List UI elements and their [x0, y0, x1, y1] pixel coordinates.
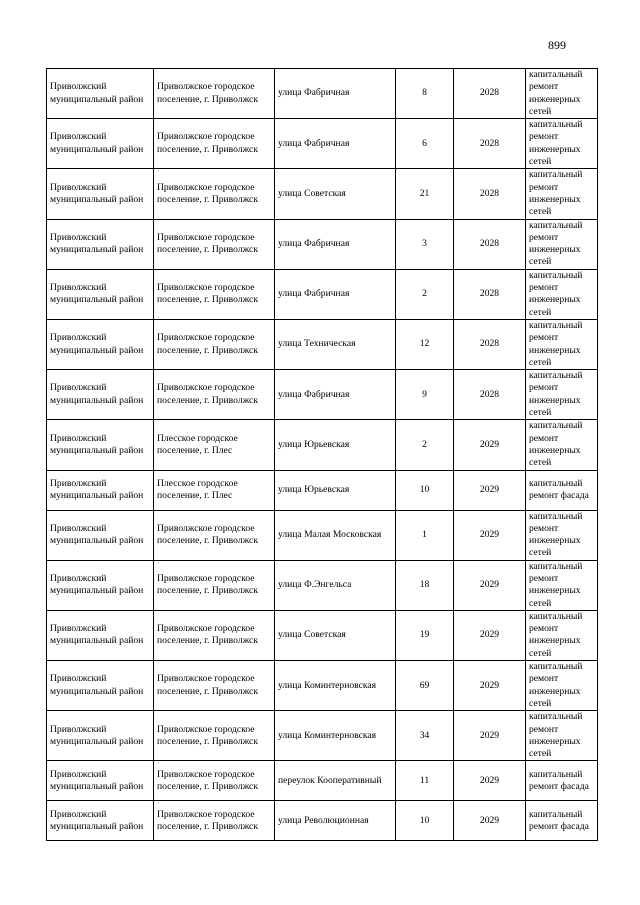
street-cell: улица Коминтерновская [275, 711, 396, 761]
year-cell: 2029 [454, 711, 526, 761]
district-cell: Приволжский муниципальный район [47, 801, 154, 841]
table-row [47, 420, 598, 470]
settlement-cell: Плесское городское поселение, г. Плес [154, 470, 275, 510]
street-cell: улица Фабричная [275, 269, 396, 319]
street-cell: улица Юрьевская [275, 470, 396, 510]
work-type-cell: капитальный ремонт инженерных сетей [526, 560, 598, 610]
table-row [47, 119, 598, 169]
work-type-cell: капитальный ремонт фасада [526, 470, 598, 510]
year-cell: 2029 [454, 801, 526, 841]
settlement-cell: Приволжское городское поселение, г. Приволжск [154, 169, 275, 219]
house-number-cell: 10 [396, 470, 454, 510]
work-type-cell: капитальный ремонт инженерных сетей [526, 69, 598, 119]
street-cell: переулок Кооперативный [275, 761, 396, 801]
year-cell: 2029 [454, 761, 526, 801]
settlement-cell: Приволжское городское поселение, г. Приволжск [154, 761, 275, 801]
district-cell: Приволжский муниципальный район [47, 219, 154, 269]
district-cell: Приволжский муниципальный район [47, 269, 154, 319]
house-number-cell: 21 [396, 169, 454, 219]
year-cell: 2029 [454, 610, 526, 660]
street-cell: улица Юрьевская [275, 420, 396, 470]
district-cell: Приволжский муниципальный район [47, 661, 154, 711]
year-cell: 2028 [454, 319, 526, 369]
table-row [47, 711, 598, 761]
house-number-cell: 12 [396, 319, 454, 369]
street-cell: улица Фабричная [275, 370, 396, 420]
work-type-cell: капитальный ремонт фасада [526, 761, 598, 801]
district-cell: Приволжский муниципальный район [47, 610, 154, 660]
table-row [47, 370, 598, 420]
housing-repair-table [46, 68, 598, 841]
street-cell: улица Ф.Энгельса [275, 560, 396, 610]
table-row [47, 269, 598, 319]
work-type-cell: капитальный ремонт инженерных сетей [526, 711, 598, 761]
street-cell: улица Малая Московская [275, 510, 396, 560]
district-cell: Приволжский муниципальный район [47, 711, 154, 761]
work-type-cell: капитальный ремонт инженерных сетей [526, 219, 598, 269]
year-cell: 2028 [454, 269, 526, 319]
work-type-cell: капитальный ремонт инженерных сетей [526, 661, 598, 711]
settlement-cell: Приволжское городское поселение, г. Приволжск [154, 711, 275, 761]
district-cell: Приволжский муниципальный район [47, 510, 154, 560]
settlement-cell: Плесское городское поселение, г. Плес [154, 420, 275, 470]
year-cell: 2029 [454, 420, 526, 470]
table-row [47, 560, 598, 610]
year-cell: 2028 [454, 169, 526, 219]
settlement-cell: Приволжское городское поселение, г. Приволжск [154, 610, 275, 660]
year-cell: 2028 [454, 69, 526, 119]
district-cell: Приволжский муниципальный район [47, 470, 154, 510]
year-cell: 2029 [454, 661, 526, 711]
table-row [47, 69, 598, 119]
district-cell: Приволжский муниципальный район [47, 420, 154, 470]
work-type-cell: капитальный ремонт инженерных сетей [526, 370, 598, 420]
year-cell: 2029 [454, 510, 526, 560]
street-cell: улица Революционная [275, 801, 396, 841]
district-cell: Приволжский муниципальный район [47, 119, 154, 169]
house-number-cell: 9 [396, 370, 454, 420]
year-cell: 2028 [454, 370, 526, 420]
table-row [47, 801, 598, 841]
house-number-cell: 19 [396, 610, 454, 660]
street-cell: улица Советская [275, 169, 396, 219]
settlement-cell: Приволжское городское поселение, г. Приволжск [154, 119, 275, 169]
district-cell: Приволжский муниципальный район [47, 761, 154, 801]
district-cell: Приволжский муниципальный район [47, 69, 154, 119]
street-cell: улица Фабричная [275, 119, 396, 169]
year-cell: 2029 [454, 560, 526, 610]
house-number-cell: 69 [396, 661, 454, 711]
work-type-cell: капитальный ремонт инженерных сетей [526, 420, 598, 470]
settlement-cell: Приволжское городское поселение, г. Приволжск [154, 319, 275, 369]
table-row [47, 319, 598, 369]
table-row [47, 219, 598, 269]
table-row [47, 761, 598, 801]
settlement-cell: Приволжское городское поселение, г. Приволжск [154, 801, 275, 841]
house-number-cell: 11 [396, 761, 454, 801]
table-row [47, 169, 598, 219]
year-cell: 2028 [454, 219, 526, 269]
work-type-cell: капитальный ремонт фасада [526, 801, 598, 841]
settlement-cell: Приволжское городское поселение, г. Приволжск [154, 269, 275, 319]
settlement-cell: Приволжское городское поселение, г. Приволжск [154, 219, 275, 269]
settlement-cell: Приволжское городское поселение, г. Приволжск [154, 560, 275, 610]
house-number-cell: 6 [396, 119, 454, 169]
work-type-cell: капитальный ремонт инженерных сетей [526, 119, 598, 169]
table-row [47, 661, 598, 711]
table-row [47, 510, 598, 560]
settlement-cell: Приволжское городское поселение, г. Приволжск [154, 661, 275, 711]
street-cell: улица Фабричная [275, 219, 396, 269]
work-type-cell: капитальный ремонт инженерных сетей [526, 169, 598, 219]
year-cell: 2028 [454, 119, 526, 169]
house-number-cell: 34 [396, 711, 454, 761]
district-cell: Приволжский муниципальный район [47, 370, 154, 420]
house-number-cell: 8 [396, 69, 454, 119]
district-cell: Приволжский муниципальный район [47, 319, 154, 369]
street-cell: улица Техническая [275, 319, 396, 369]
settlement-cell: Приволжское городское поселение, г. Приволжск [154, 69, 275, 119]
table-row [47, 470, 598, 510]
district-cell: Приволжский муниципальный район [47, 560, 154, 610]
house-number-cell: 18 [396, 560, 454, 610]
page-number: 899 [548, 38, 566, 52]
table-body [47, 69, 598, 841]
house-number-cell: 2 [396, 420, 454, 470]
house-number-cell: 3 [396, 219, 454, 269]
settlement-cell: Приволжское городское поселение, г. Приволжск [154, 510, 275, 560]
street-cell: улица Советская [275, 610, 396, 660]
house-number-cell: 2 [396, 269, 454, 319]
work-type-cell: капитальный ремонт инженерных сетей [526, 510, 598, 560]
house-number-cell: 1 [396, 510, 454, 560]
year-cell: 2029 [454, 470, 526, 510]
table-row [47, 610, 598, 660]
district-cell: Приволжский муниципальный район [47, 169, 154, 219]
street-cell: улица Коминтерновская [275, 661, 396, 711]
work-type-cell: капитальный ремонт инженерных сетей [526, 269, 598, 319]
house-number-cell: 10 [396, 801, 454, 841]
street-cell: улица Фабричная [275, 69, 396, 119]
work-type-cell: капитальный ремонт инженерных сетей [526, 319, 598, 369]
work-type-cell: капитальный ремонт инженерных сетей [526, 610, 598, 660]
settlement-cell: Приволжское городское поселение, г. Приволжск [154, 370, 275, 420]
